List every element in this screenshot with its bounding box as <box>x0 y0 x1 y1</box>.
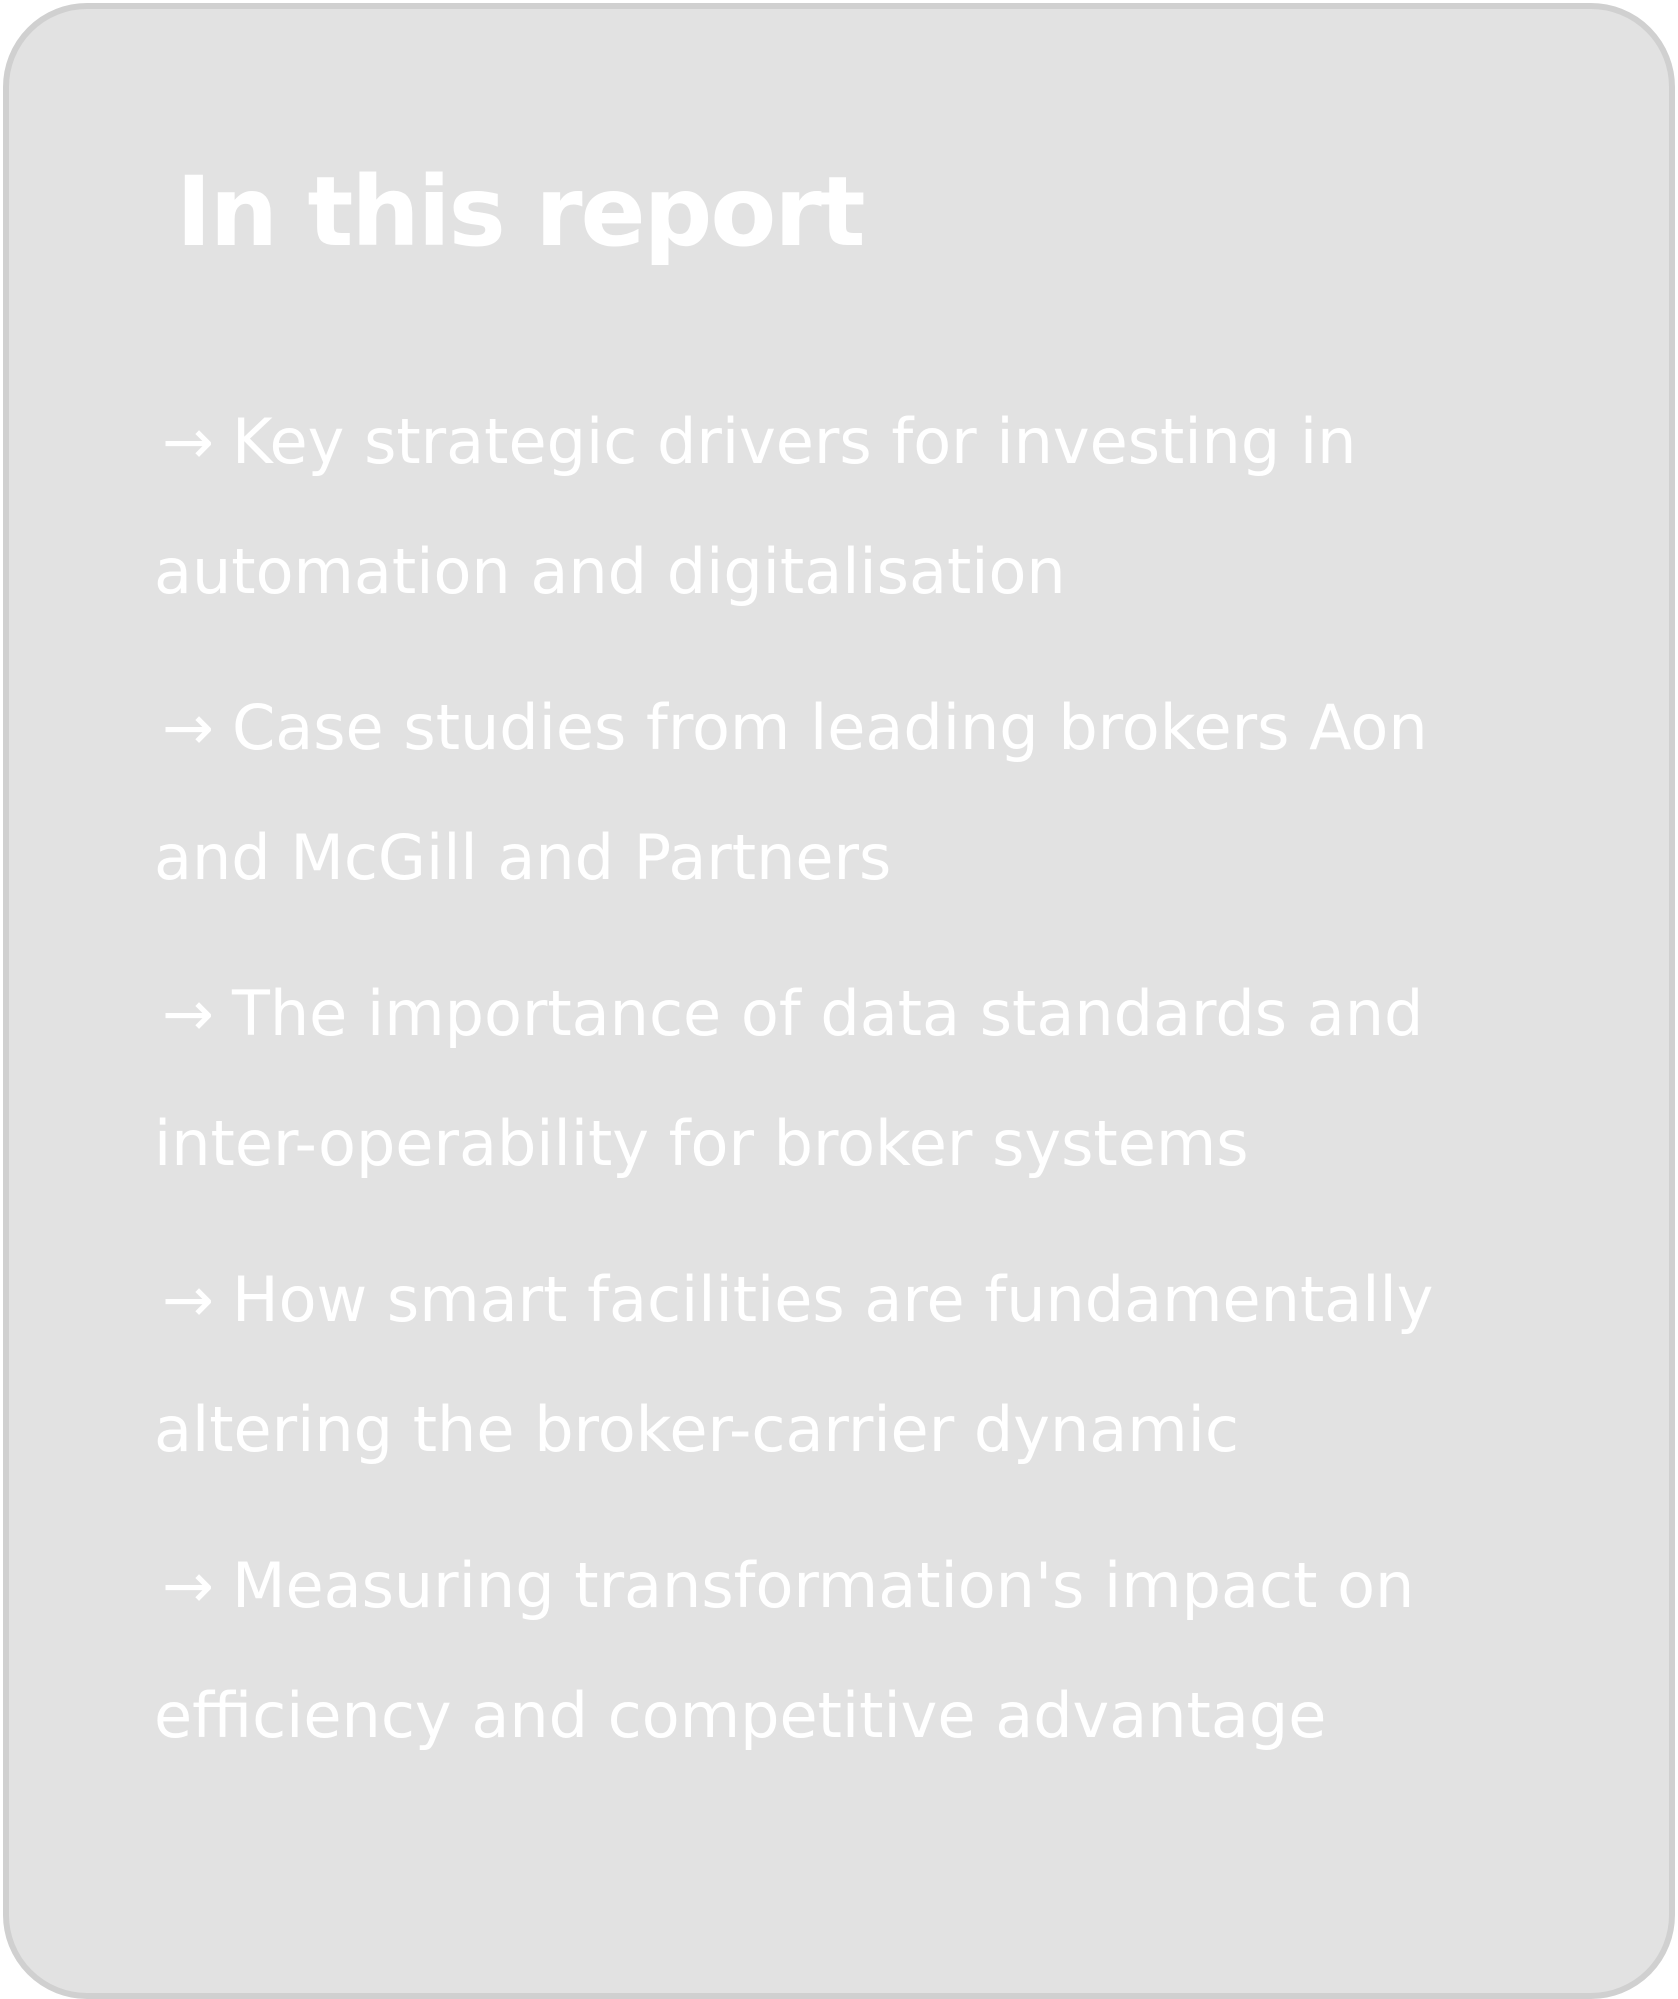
report-topics-list <box>154 377 1554 1807</box>
list-item <box>154 377 1554 637</box>
arrow-right-icon: → <box>162 405 214 478</box>
arrow-right-icon: → <box>162 691 214 764</box>
list-item <box>154 1521 1554 1781</box>
report-summary-card <box>3 3 1675 1999</box>
arrow-right-icon: → <box>162 1549 214 1622</box>
list-item <box>154 1235 1554 1495</box>
list-item-text: Case studies from leading brokers Aon and McGill and Partners <box>154 691 1428 894</box>
list-item-text: How smart facilities are fundamentally altering the broker-carrier dynamic <box>154 1263 1434 1466</box>
list-item <box>154 949 1554 1209</box>
arrow-right-icon: → <box>162 977 214 1050</box>
arrow-right-icon: → <box>162 1263 214 1336</box>
card-title: In this report <box>176 156 864 268</box>
list-item-text: Key strategic drivers for investing in automation and digitalisation <box>154 405 1357 608</box>
list-item-text: Measuring transformation's impact on efficiency and competitive advantage <box>154 1549 1415 1752</box>
list-item <box>154 663 1554 923</box>
list-item-text: The importance of data standards and inter-operability for broker systems <box>154 977 1424 1180</box>
